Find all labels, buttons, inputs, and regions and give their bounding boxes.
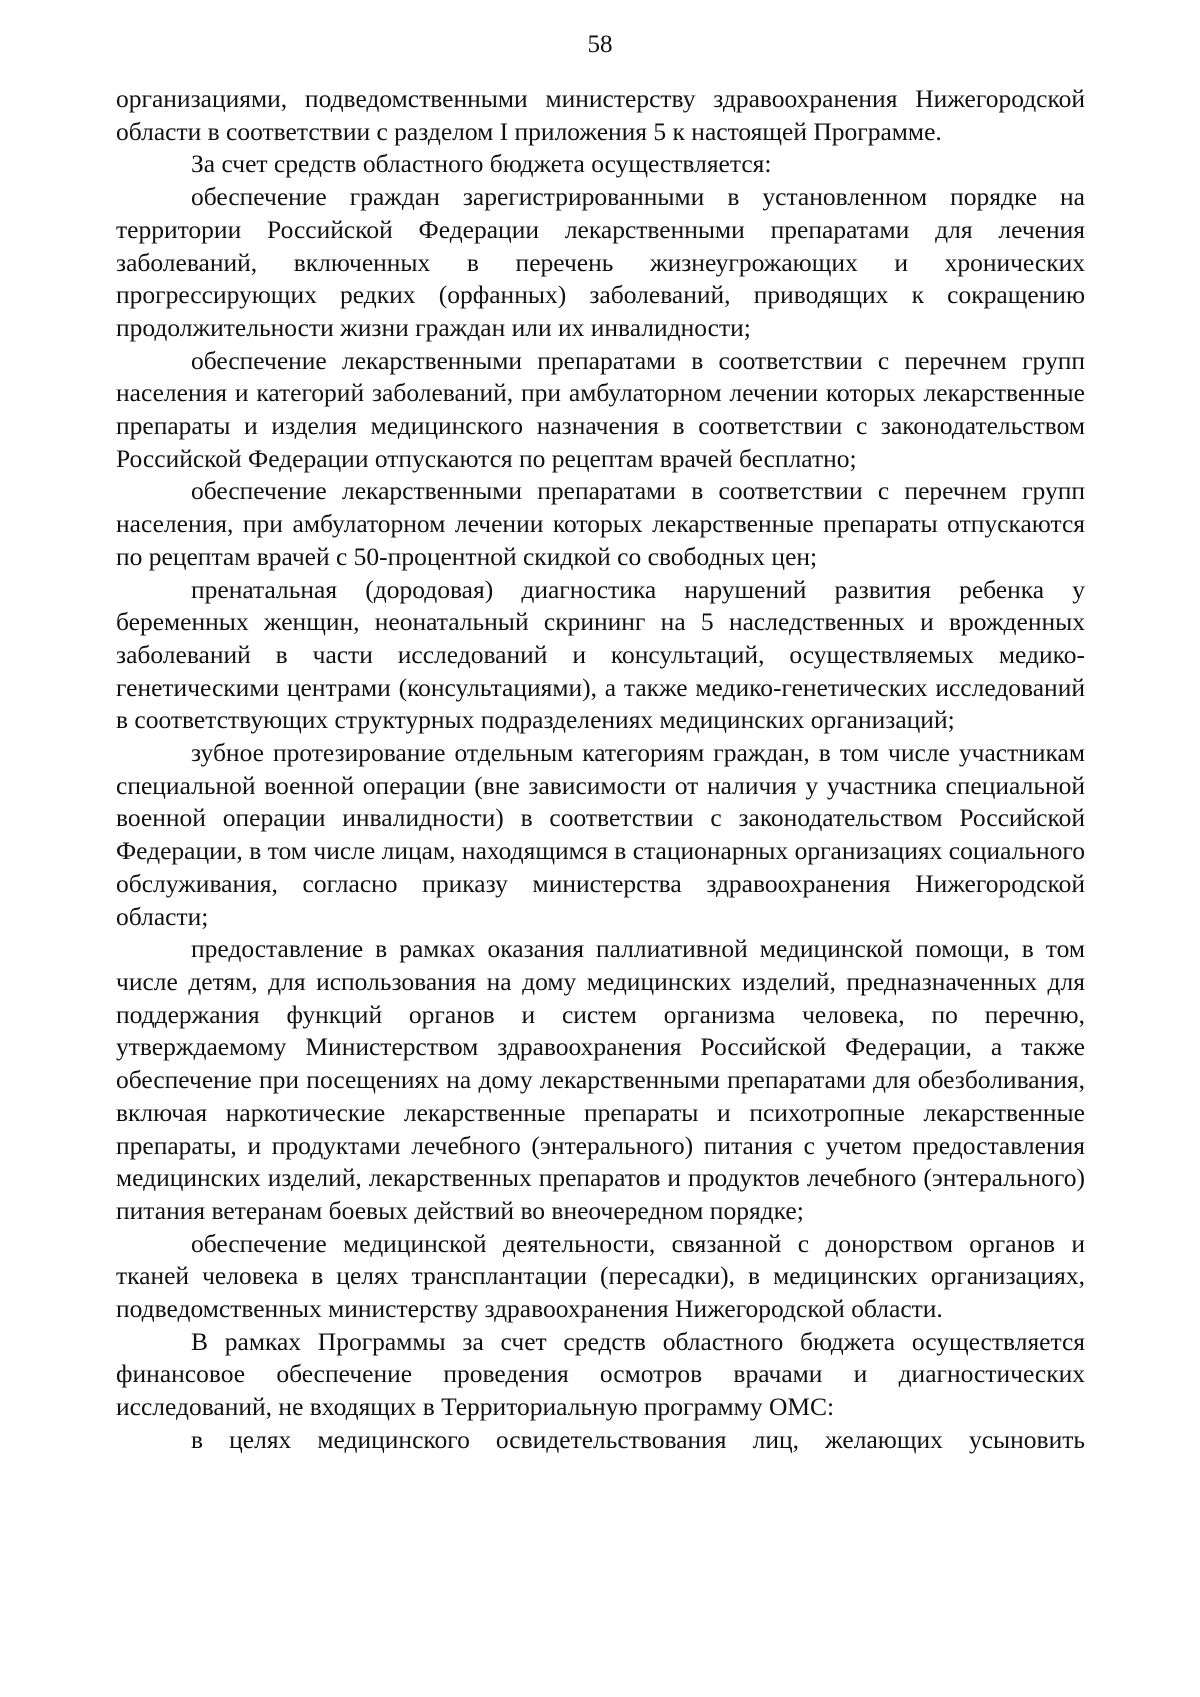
paragraph: обеспечение лекарственными препаратами в соответствии с перечнем групп населения и категорий заболеваний, при амбулаторном лечении которых лекарственные препараты и изделия медицинского назначения в соответствии с законодательством Российской Федерации отпускаются по рецептам врачей бесплатно; [116,345,1085,473]
page-number: 58 [587,31,613,58]
paragraph-continuation: организациями, подведомственными министерству здравоохранения Нижегородской области в соответствии с разделом I приложения 5 к настоящей Программе. [116,84,1085,146]
paragraph: обеспечение медицинской деятельности, связанной с донорством органов и тканей человека в целях трансплантации (пересадки), в медицинских организациях, подведомственных министерству здравоохранения Нижегородской области. [116,1228,1085,1324]
paragraph: В рамках Программы за счет средств областного бюджета осуществляется финансовое обеспечение проведения осмотров врачами и диагностических исследований, не входящих в Территориальную программу ОМС: [116,1326,1085,1422]
paragraph: обеспечение лекарственными препаратами в соответствии с перечнем групп населения, при амбулаторном лечении которых лекарственные препараты отпускаются по рецептам врачей с 50-процентной скидкой со свободных цен; [116,476,1085,571]
paragraph: обеспечение граждан зарегистрированными в установленном порядке на территории Российской Федерации лекарственными препаратами для лечения заболеваний, включенных в перечень жизнеугрожающих и хронических прогрессирующих редких (орфанных) заболеваний, приводящих к сокращению продолжительности жизни граждан или их инвалидности; [116,182,1085,342]
paragraph: пренатальная (дородовая) диагностика нарушений развития ребенка у беременных женщин, неонатальный скрининг на 5 наследственных и врожденных заболеваний в части исследований и консультаций, осуществляемых медико-генетическими центрами (консультациями), а также медико-генетических исследований в соответствующих структурных подразделениях медицинских организаций; [116,574,1085,735]
document-body [116,83,1085,1457]
paragraph: За счет средств областного бюджета осуществляется: [191,149,772,179]
paragraph: зубное протезирование отдельным категориям граждан, в том числе участникам специальной военной операции (вне зависимости от наличия у участника специальной военной операции инвалидности) в соответствии с законодательством Российской Федерации, в том числе лицам, находящимся в стационарных организациях социального обслуживания, согласно приказу министерства здравоохранения Нижегородской области; [116,738,1085,931]
paragraph: предоставление в рамках оказания паллиативной медицинской помощи, в том числе детям, для использования на дому медицинских изделий, предназначенных для поддержания функций органов и систем организма человека, по перечню, утверждаемому Министерством здравоохранения Российской Федерации, а также обеспечение при посещениях на дому лекарственными препаратами для обезболивания, включая наркотические лекарственные препараты и психотропные лекарственные препараты, и продуктами лечебного (энтерального) питания с учетом предоставления медицинских изделий, лекарственных препаратов и продуктов лечебного (энтерального) питания ветеранам боевых действий во внеочередном порядке; [116,934,1085,1225]
paragraph-truncated: в целях медицинского освидетельствования лиц, желающих усыновить [191,1424,1085,1454]
